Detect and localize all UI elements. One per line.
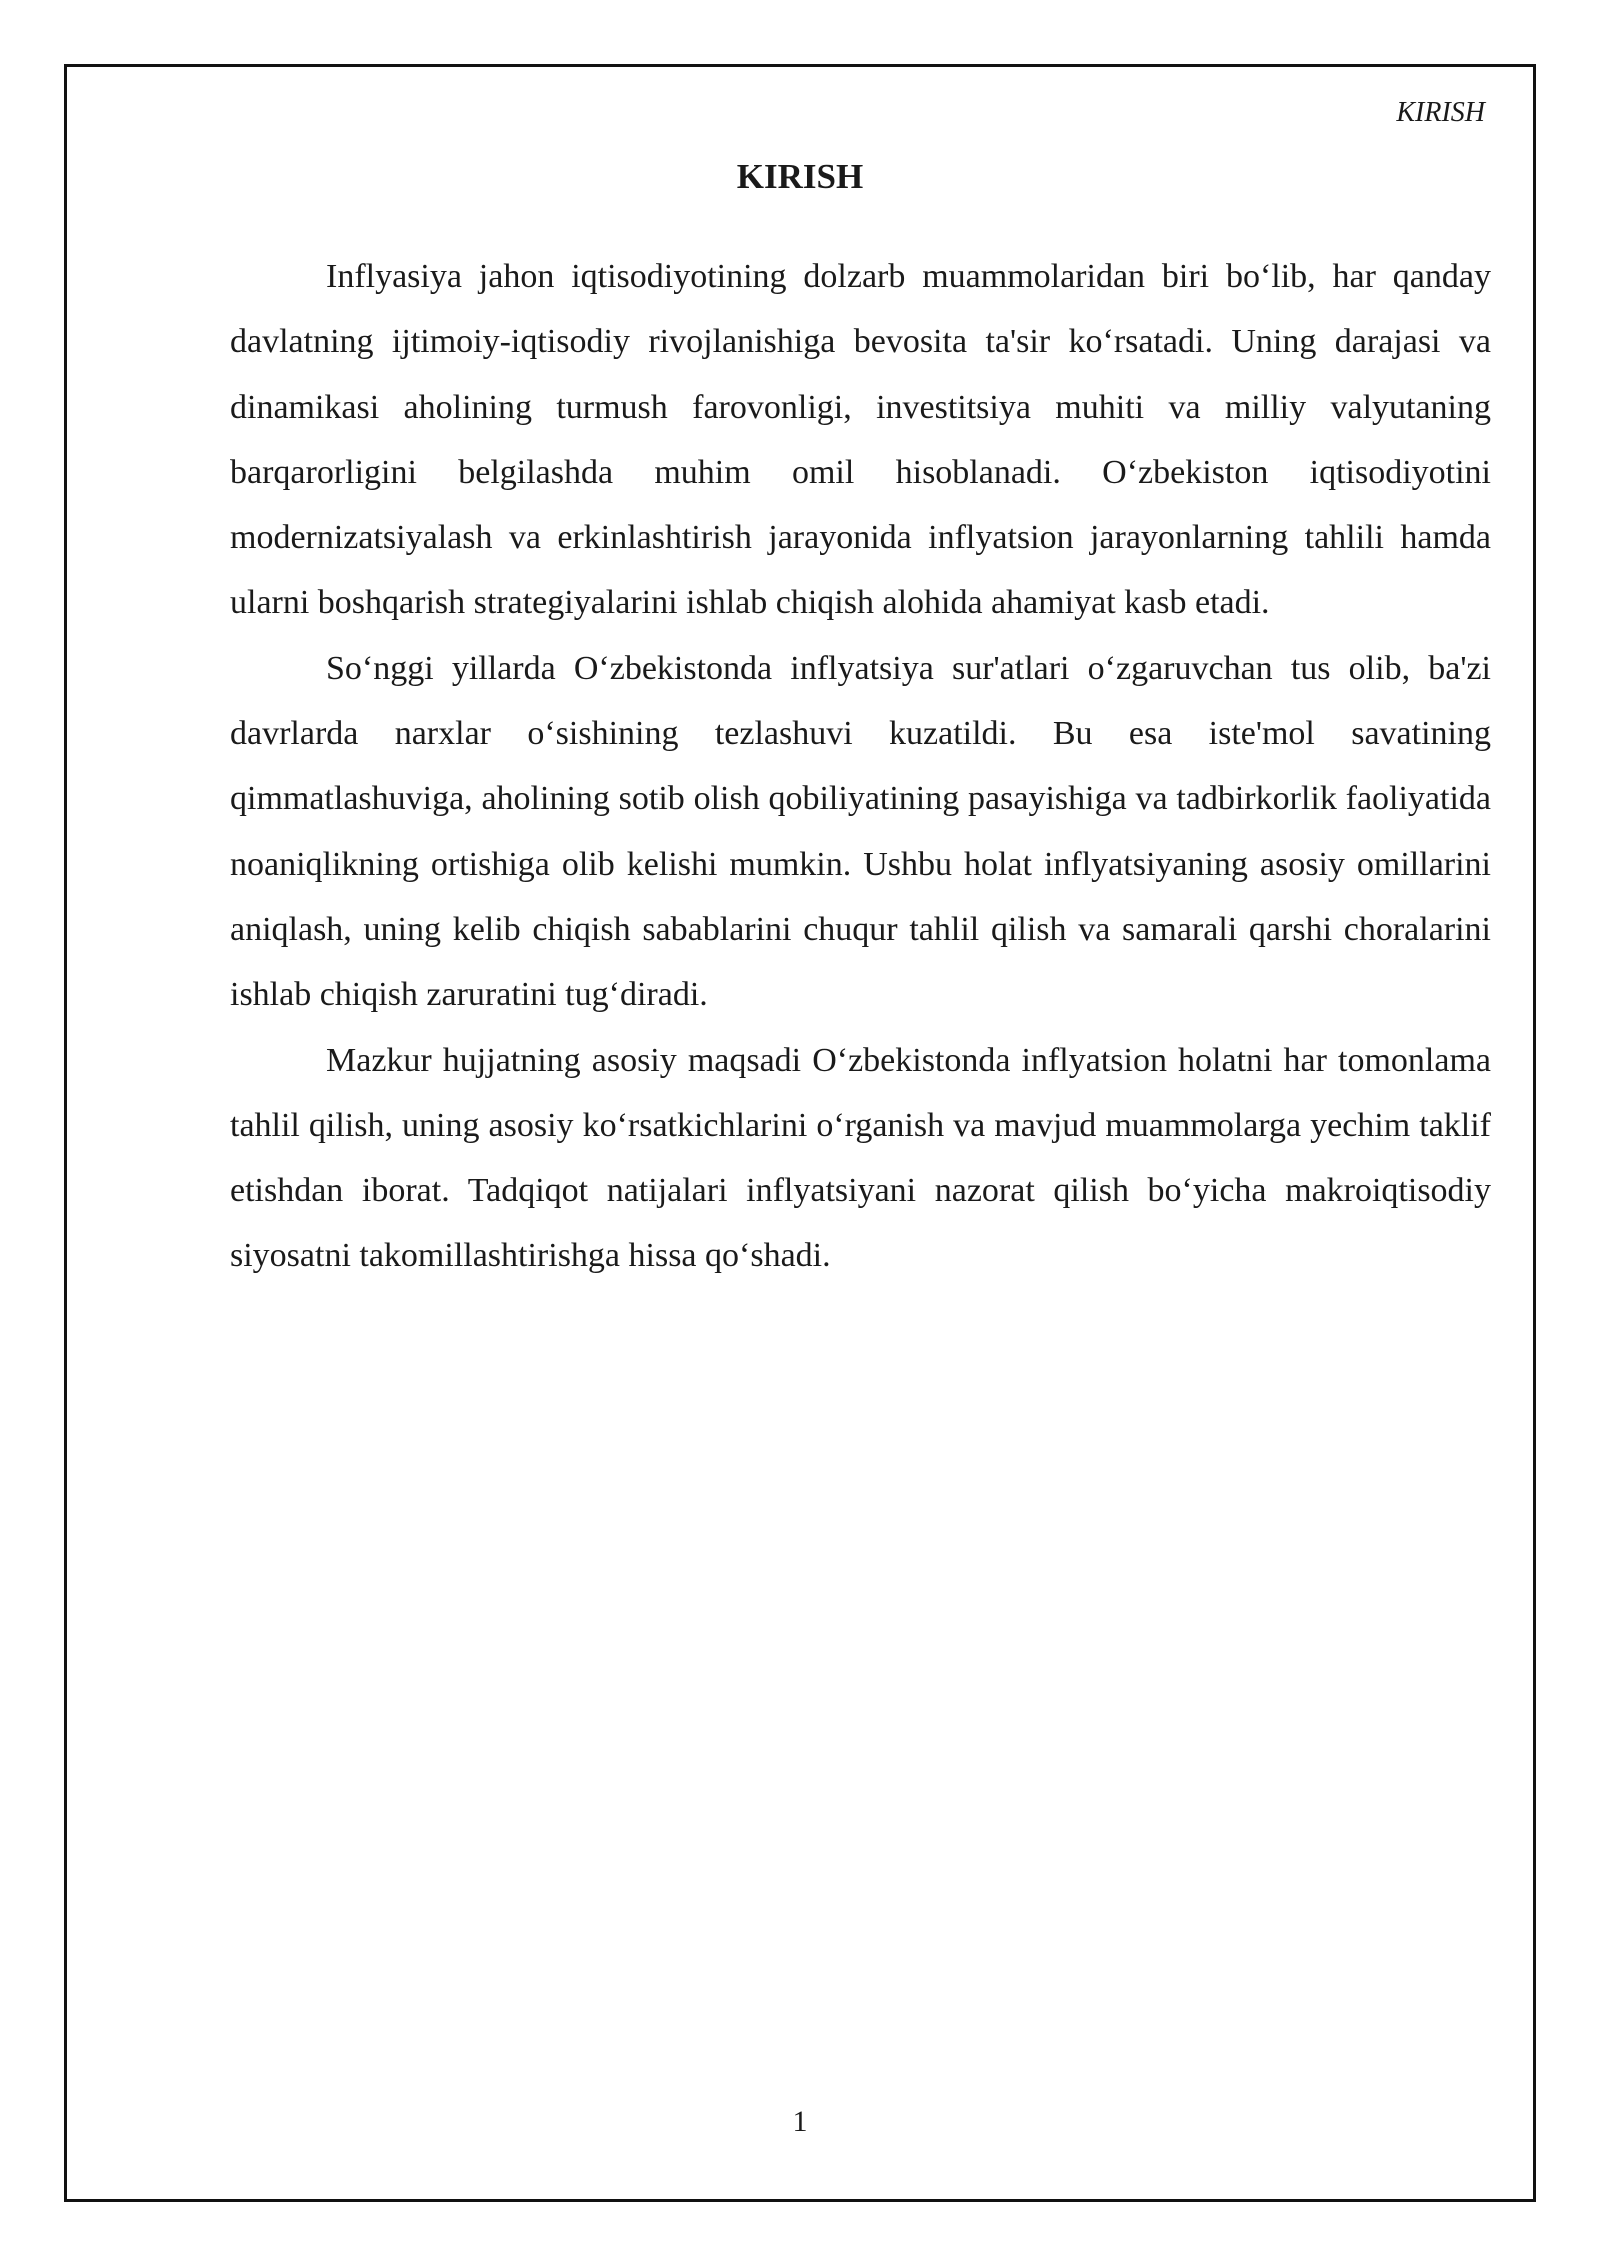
page-title: KIRISH — [736, 157, 864, 196]
body-text — [230, 244, 1491, 1289]
page-frame — [64, 64, 1536, 2202]
paragraph: Mazkur hujjatning asosiy maqsadi O‘zbekistonda inflyatsion holatni har tomonlama tahlil qilish, uning asosiy ko‘rsatkichlarini o‘rganish va mavjud muammolarga yechim taklif etishdan iborat. Tadqiqot natijalari inflyatsiyani nazorat qilish bo‘yicha makroiqtisodiy siyosatni takomillashtirishga hissa qo‘shadi. — [230, 1041, 1491, 1275]
paragraph: Inflyasiya jahon iqtisodiyotining dolzarb muammolaridan biri bo‘lib, har qanday davlatning ijtimoiy-iqtisodiy rivojlanishiga bevosita ta'sir ko‘rsatadi. Uning darajasi va dinamikasi aholining turmush farovonligi, investitsiya muhiti va milliy valyutaning barqarorligini belgilashda muhim omil hisoblanadi. O‘zbekiston iqtisodiyotini modernizatsiyalash va erkinlashtirish jarayonida inflyatsion jarayonlarning tahlili hamda ularni boshqarish strategiyalarini ishlab chiqish alohida ahamiyat kasb etadi. — [230, 258, 1491, 622]
page-number: 1 — [792, 2105, 808, 2138]
running-header: KIRISH — [1396, 97, 1485, 128]
paragraph: So‘nggi yillarda O‘zbekistonda inflyatsiya sur'atlari o‘zgaruvchan tus olib, ba'zi davrlarda narxlar o‘sishining tezlashuvi kuzatildi. Bu esa iste'mol savatining qimmatlashuviga, aholining sotib olish qobiliyatining pasayishiga va tadbirkorlik faoliyatida noaniqlikning ortishiga olib kelishi mumkin. Ushbu holat inflyatsiyaning asosiy omillarini aniqlash, uning kelib chiqish sabablarini chuqur tahlil qilish va samarali qarshi choralarini ishlab chiqish zaruratini tug‘diradi. — [230, 649, 1491, 1014]
